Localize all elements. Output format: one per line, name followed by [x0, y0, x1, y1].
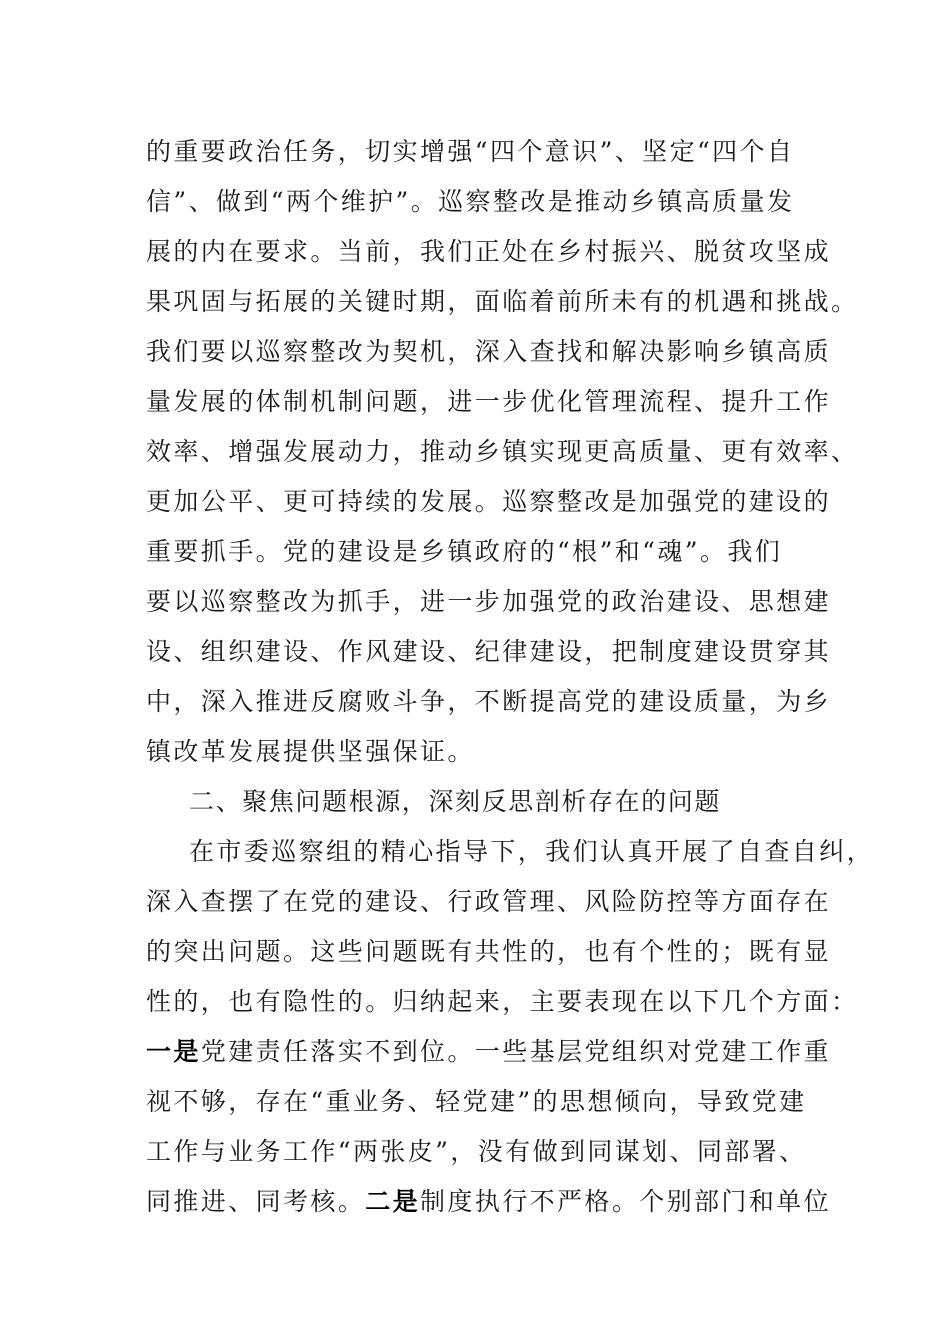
text-line: 在市委巡察组的精心指导下，我们认真开展了自查自纠， — [189, 837, 875, 866]
text-line — [146, 1184, 832, 1220]
point-marker: 一是 — [146, 1037, 201, 1066]
text-line: 镇改革发展提供坚强保证。 — [146, 737, 475, 766]
text-line: 要以巡察整改为抓手，进一步加强党的政治建设、思想建 — [146, 587, 832, 616]
text-line: 的突出问题。这些问题既有共性的，也有个性的；既有显 — [146, 937, 832, 966]
text-line — [146, 1034, 832, 1070]
text-line: 更加公平、更可持续的发展。巡察整改是加强党的建设的 — [146, 487, 832, 516]
text-line: 果巩固与拓展的关键时期，面临着前所未有的机遇和挑战。 — [146, 287, 859, 316]
text-line: 重要抓手。党的建设是乡镇政府的“根”和“魂”。我们 — [146, 537, 783, 566]
text-line: 性的，也有隐性的。归纳起来，主要表现在以下几个方面： — [146, 987, 859, 1016]
section-heading: 二、聚焦问题根源，深刻反思剖析存在的问题 — [189, 787, 722, 816]
text-line: 展的内在要求。当前，我们正处在乡村振兴、脱贫攻坚成 — [146, 237, 832, 266]
text-line: 的重要政治任务，切实增强“四个意识”、坚定“四个自 — [146, 137, 795, 166]
text-line: 视不够，存在“重业务、轻党建”的思想倾向，导致党建 — [146, 1087, 807, 1116]
text-span: 同推进、同考核。 — [146, 1187, 366, 1216]
text-line: 中，深入推进反腐败斗争，不断提高党的建设质量，为乡 — [146, 687, 832, 716]
text-line: 我们要以巡察整改为契机，深入查找和解决影响乡镇高质 — [146, 337, 832, 366]
text-line: 量发展的体制机制问题，进一步优化管理流程、提升工作 — [146, 387, 832, 416]
point-marker: 二是 — [365, 1187, 421, 1216]
text-span: 制度执行不严格。个别部门和单位 — [420, 1187, 832, 1216]
text-line: 工作与业务工作“两张皮”，没有做到同谋划、同部署、 — [146, 1137, 807, 1166]
text-line: 效率、增强发展动力，推动乡镇实现更高质量、更有效率、 — [146, 437, 859, 466]
text-span: 党建责任落实不到位。一些基层党组织对党建工作重 — [200, 1037, 832, 1066]
text-line: 深入查摆了在党的建设、行政管理、风险防控等方面存在 — [146, 887, 832, 916]
text-line: 设、组织建设、作风建设、纪律建设，把制度建设贯穿其 — [146, 637, 832, 666]
text-line: 信”、做到“两个维护”。巡察整改是推动乡镇高质量发 — [146, 187, 795, 216]
